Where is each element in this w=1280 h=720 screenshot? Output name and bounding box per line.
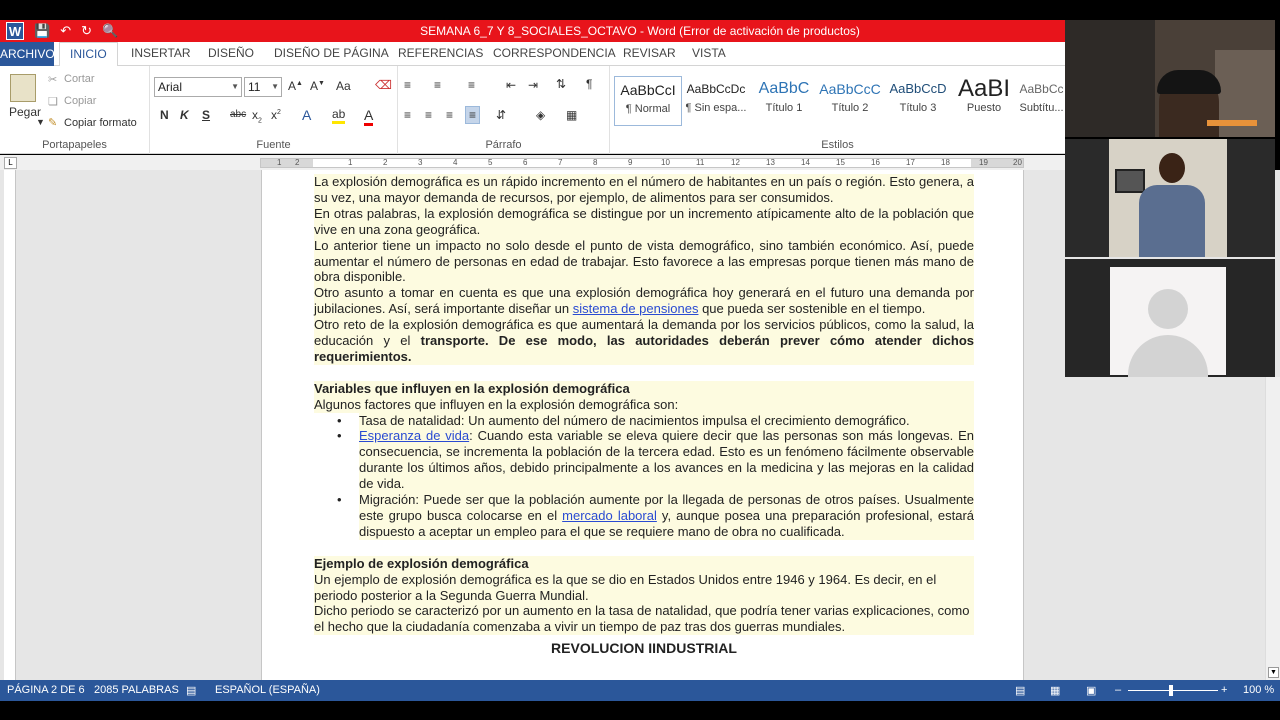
style-titulo-1[interactable]	[750, 76, 818, 126]
style-name: Título 1	[765, 102, 803, 114]
sort-icon[interactable]: ⇅	[556, 77, 567, 91]
format-painter-icon[interactable]: ✎	[48, 117, 58, 129]
chevron-down-icon: ▼	[271, 82, 279, 91]
tab-referencias[interactable]: REFERENCIAS	[398, 46, 484, 60]
style-sin-espaciado[interactable]	[682, 76, 750, 126]
font-color-icon[interactable]: A	[364, 107, 373, 123]
zoom-level[interactable]: 100 %	[1243, 684, 1275, 696]
italic-icon[interactable]: K	[180, 108, 189, 122]
copy-button[interactable]: Copiar	[64, 95, 97, 107]
shading-icon[interactable]: ◈	[536, 108, 546, 122]
ruler-mark: 12	[731, 158, 740, 167]
participant-head	[1159, 153, 1185, 183]
style-sample: AaBI	[957, 76, 1011, 102]
ruler-mark: 19	[979, 158, 988, 167]
word-count[interactable]: 2085 PALABRAS	[94, 684, 179, 696]
zoom-slider[interactable]	[1128, 690, 1218, 691]
tab-insertar[interactable]: INSERTAR	[131, 46, 191, 60]
print-layout-icon[interactable]: ▦	[1050, 685, 1061, 697]
grow-font-icon[interactable]: A▲	[288, 79, 303, 93]
font-size-combo[interactable]	[244, 77, 282, 97]
style-name: ¶ Normal	[625, 103, 671, 115]
ruler-mark: 9	[628, 158, 633, 167]
clear-formatting-icon[interactable]: ⌫	[375, 78, 392, 92]
style-puesto[interactable]	[950, 76, 1018, 126]
list-item-text: Migración: Puede ser que la población aumente por la llegada de personas de otros países. Usualmente este grupo busca colocarse en el	[359, 492, 974, 524]
ruler-mark: 15	[836, 158, 845, 167]
list-item: • Tasa de natalidad: Un aumento del número de nacimientos impulsa el crecimiento demográfico.	[359, 413, 974, 429]
clipboard-group	[0, 66, 150, 154]
bullet-list	[314, 413, 974, 540]
ruler-mark: 2	[383, 158, 388, 167]
empty-line	[314, 365, 974, 381]
document-body[interactable]	[314, 174, 974, 657]
print-preview-icon[interactable]: 🔍	[102, 23, 119, 38]
section-heading: Variables que influyen en la explosión demográfica	[314, 381, 974, 397]
ribbon-tabs	[0, 42, 1065, 66]
zoom-in-icon[interactable]: +	[1221, 684, 1228, 696]
style-normal[interactable]	[614, 76, 682, 126]
avatar-body-icon	[1128, 335, 1208, 377]
format-painter-button[interactable]: Copiar formato	[64, 117, 137, 129]
strikethrough-icon[interactable]: abc	[230, 109, 247, 120]
shrink-font-icon[interactable]: A▼	[310, 79, 325, 93]
paragraph: Lo anterior tiene un impacto no solo desde el punto de vista demográfico, sino también económico. Así, puede aumentar el número de personas en edad de trabajar. Esto favorece a las empresas porque tienen más mano de obra disponible.	[314, 237, 974, 285]
word-logo-icon: W	[6, 22, 24, 40]
style-name: Título 2	[831, 102, 869, 114]
tab-diseno-pagina[interactable]: DISEÑO DE PÁGINA	[274, 46, 389, 60]
styles-group	[610, 66, 1065, 154]
horizontal-ruler[interactable]	[260, 158, 1024, 168]
window-title: SEMANA 6_7 Y 8_SOCIALES_OCTAVO - Word (Error de activación de productos)	[420, 24, 860, 38]
text-effects-icon[interactable]: A	[302, 107, 312, 123]
ruler-mark: 5	[488, 158, 493, 167]
link-sistema-pensiones[interactable]: sistema de pensiones	[572, 301, 699, 317]
style-sample: AaBbCcDc	[686, 82, 746, 96]
underline-icon[interactable]: S	[202, 108, 211, 122]
paragraph: La explosión demográfica es un rápido incremento en el número de habitantes en un país o región. Esto genera, a su vez, una mayor demanda de recursos, por ejemplo, de alimentos para ser consumidos.	[314, 174, 974, 205]
bullets-icon[interactable]: ≡	[404, 78, 412, 92]
tab-selector[interactable]: L	[4, 157, 17, 169]
save-icon[interactable]: 💾	[34, 23, 51, 38]
font-name-value: Arial	[158, 80, 183, 94]
superscript-icon[interactable]: $x^2$	[271, 108, 281, 122]
list-item	[359, 492, 974, 540]
vertical-scrollbar[interactable]	[1265, 377, 1280, 680]
style-sample: AaBbCc	[1019, 82, 1064, 96]
participant-jacket	[1139, 185, 1205, 257]
tab-archivo[interactable]: ARCHIVO	[0, 42, 54, 66]
proofing-icon[interactable]: ▤	[186, 685, 197, 697]
paste-icon[interactable]	[10, 74, 36, 102]
ruler-mark: 7	[558, 158, 563, 167]
list-item-text: : Cuando esta variable se eleva quiere decir que las personas son más longevas. En consecuencia, se incrementa la población de la tercera edad. Esto es un fenómeno fácilmente observable durante los últimos años, debido principalmente a los avances en la medicina y las mejoras en la calidad de vida.	[359, 428, 974, 492]
section-title: REVOLUCION IINDUSTRIAL	[551, 640, 737, 657]
styles-group-label: Estilos	[821, 139, 854, 151]
zoom-slider-thumb[interactable]	[1169, 685, 1173, 696]
tab-vista[interactable]: VISTA	[692, 46, 726, 60]
tab-revisar[interactable]: REVISAR	[623, 46, 676, 60]
ruler-left-margin	[261, 159, 313, 167]
paragraph: Algunos factores que influyen en la explosión demográfica son:	[314, 397, 974, 413]
ruler-mark: 2	[295, 158, 300, 167]
style-sample: AaBbCcD	[889, 81, 947, 96]
ruler-mark: 1	[348, 158, 353, 167]
participant-hat	[1157, 70, 1221, 94]
justify-icon[interactable]: ≡	[465, 106, 480, 124]
style-name: Subtítu...	[1019, 102, 1064, 114]
redo-icon[interactable]: ↻	[81, 23, 92, 38]
ruler-mark: 14	[801, 158, 810, 167]
zoom-out-icon[interactable]: –	[1115, 684, 1122, 696]
style-titulo-3[interactable]	[884, 76, 952, 126]
ruler-mark: 8	[593, 158, 598, 167]
paste-button[interactable]: Pegar	[9, 105, 42, 119]
change-case-icon[interactable]: Aa	[336, 79, 351, 93]
ruler-mark: 16	[871, 158, 880, 167]
title-bar	[0, 20, 1065, 42]
bold-text: transporte. De ese modo, las autoridades deberán prever cómo atender dichos requerimientos.	[314, 333, 974, 364]
page-count[interactable]: PÁGINA 2 DE 6	[7, 684, 85, 696]
paragraph	[314, 317, 974, 365]
style-sample: AaBbC	[758, 80, 810, 97]
paragraph	[314, 285, 974, 317]
paragraph-text: Otro reto de la explosión demográfica es que aumentará la demanda por los servicios públicos, como la salud, la educación y el	[314, 317, 974, 349]
copy-icon[interactable]: ❏	[48, 96, 58, 108]
align-center-icon[interactable]: ≡	[425, 108, 433, 122]
list-item	[359, 428, 974, 492]
paragraph-text: que pueda ser sostenible en el tiempo.	[698, 301, 926, 317]
bold-icon[interactable]: N	[160, 108, 169, 122]
paragraph: En otras palabras, la explosión demográfica se distingue por un incremento atípicamente alto de la población que vive en una zona geográfica.	[314, 205, 974, 237]
ruler-mark: 4	[453, 158, 458, 167]
tab-inicio[interactable]: INICIO	[59, 42, 118, 67]
read-mode-icon[interactable]: ▤	[1015, 685, 1026, 697]
paragraph-group-label: Párrafo	[485, 139, 522, 151]
web-layout-icon[interactable]: ▣	[1086, 685, 1097, 697]
paragraph: Dicho periodo se caracterizó por un aumento en la tasa de natalidad, que podría tener varias explicaciones, como el hecho que la ciudadanía comenzaba a vivir un tiempo de paz tras dos guerras mundiales.	[314, 603, 974, 635]
decrease-indent-icon[interactable]: ⇤	[506, 78, 517, 92]
chevron-down-icon: ▼	[231, 82, 239, 91]
ribbon	[0, 66, 1065, 154]
status-bar	[0, 680, 1280, 701]
avatar-head-icon	[1148, 289, 1188, 329]
style-titulo-2[interactable]	[816, 76, 884, 126]
document-page[interactable]	[261, 170, 1024, 680]
paragraph-text: Otro asunto a tomar en cuenta es que una explosión demográfica hoy generará en el futuro una demanda por jubilaciones. Así, será importante diseñar un	[314, 285, 974, 317]
cut-button[interactable]: Cortar	[64, 73, 95, 85]
ruler-mark: 10	[661, 158, 670, 167]
paragraph-group	[398, 66, 610, 154]
numbering-icon[interactable]: ≡	[434, 78, 442, 92]
ruler-mark: 1	[277, 158, 282, 167]
show-marks-icon[interactable]: ¶	[586, 77, 593, 91]
vertical-ruler[interactable]	[4, 170, 16, 680]
video-participant-2[interactable]	[1065, 139, 1275, 257]
scroll-down-icon[interactable]: ▼	[1268, 667, 1279, 678]
section-heading: Ejemplo de explosión demográfica	[314, 556, 974, 572]
ruler-mark: 11	[696, 158, 705, 167]
tab-correspondencia[interactable]: CORRESPONDENCIA	[493, 46, 616, 60]
style-subtitulo[interactable]	[1018, 76, 1065, 126]
ruler-mark: 3	[418, 158, 423, 167]
video-background	[1065, 20, 1155, 137]
style-sample: AaBbCcI	[620, 82, 676, 98]
style-name: Puesto	[966, 102, 1002, 114]
subscript-icon[interactable]: $x_2$	[252, 108, 262, 125]
ruler-mark: 17	[906, 158, 915, 167]
ruler-mark: 20	[1013, 158, 1022, 167]
style-name: ¶ Sin espa...	[685, 102, 747, 114]
align-left-icon[interactable]: ≡	[404, 108, 412, 122]
avatar	[1110, 267, 1226, 375]
cut-icon[interactable]: ✂	[48, 74, 58, 86]
clipboard-group-label: Portapapeles	[42, 139, 107, 151]
empty-line	[314, 540, 974, 556]
ruler-mark: 18	[941, 158, 950, 167]
link-mercado-laboral[interactable]: mercado laboral	[562, 508, 657, 524]
ruler-mark: 6	[523, 158, 528, 167]
link-esperanza-vida[interactable]: Esperanza de vida	[359, 428, 470, 444]
wall-picture	[1115, 169, 1145, 193]
video-participant-3[interactable]	[1065, 259, 1275, 377]
participant-pencil	[1207, 120, 1257, 126]
video-participant-1[interactable]	[1065, 20, 1275, 137]
font-size-value: 11	[248, 80, 261, 94]
align-right-icon[interactable]: ≡	[446, 108, 454, 122]
line-spacing-icon[interactable]: ⇵	[496, 108, 507, 122]
font-group	[150, 66, 398, 154]
undo-icon[interactable]: ↶	[60, 23, 72, 38]
paste-dropdown-icon[interactable]: ▼	[36, 117, 45, 127]
style-name: Título 3	[899, 102, 937, 114]
style-sample: AaBbCcC	[819, 81, 881, 97]
tab-diseno[interactable]: DISEÑO	[208, 46, 255, 60]
borders-icon[interactable]: ▦	[566, 108, 578, 122]
multilevel-list-icon[interactable]: ≡	[468, 78, 476, 92]
paragraph: Un ejemplo de explosión demográfica es la que se dio en Estados Unidos entre 1946 y 1964. Es decir, en el periodo posterior a la Segunda Guerra Mundial.	[314, 572, 974, 604]
highlight-color-icon[interactable]: ab	[332, 107, 345, 121]
language-indicator[interactable]: ESPAÑOL (ESPAÑA)	[215, 684, 320, 696]
increase-indent-icon[interactable]: ⇥	[528, 78, 539, 92]
font-group-label: Fuente	[256, 139, 291, 151]
ruler-mark: 13	[766, 158, 775, 167]
list-item-text: y, aunque posea una preparación profesional, estará dispuesto a aceptar un empleo para el que se requiere mano de obra no cualificada.	[359, 508, 975, 539]
font-name-combo[interactable]	[154, 77, 242, 97]
